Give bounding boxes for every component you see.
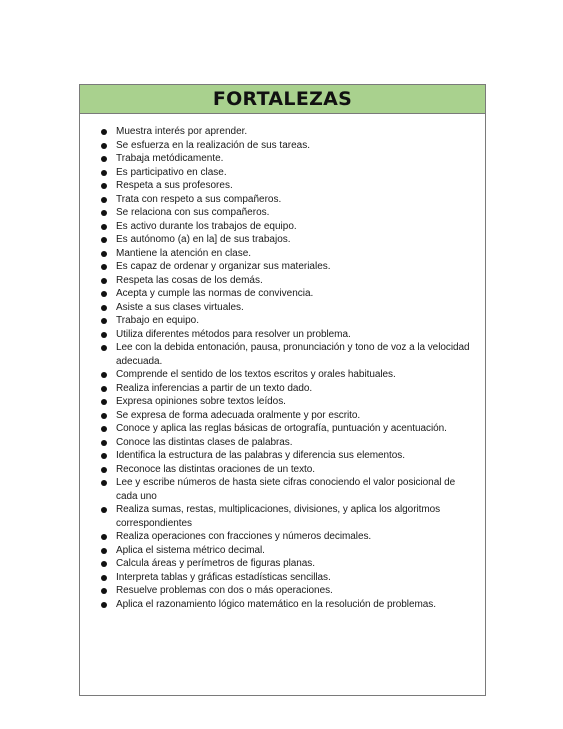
list-item [80,287,485,301]
list-item-label: Es autónomo (a) en la] de sus trabajos. [116,234,291,245]
list-item [80,139,485,153]
list-item [80,125,485,139]
list-item-label: Es capaz de ordenar y organizar sus materiales. [116,261,331,272]
list-item-label: Acepta y cumple las normas de convivencia. [116,288,314,299]
bullet-icon [101,588,107,594]
list-item [80,206,485,220]
list-item [80,530,485,544]
bullet-icon [101,426,107,432]
bullet-icon [101,237,107,243]
list-item-label: Se esfuerza en la realización de sus tareas. [116,139,310,151]
list-item [80,449,485,463]
list-item-label: Identifica la estructura de las palabras y diferencia sus elementos. [116,450,405,461]
list-item-label: Asiste a sus clases virtuales. [116,301,244,313]
bullet-icon [101,264,107,270]
list-item-label: Realiza sumas, restas, multiplicaciones, divisiones, y aplica los algoritmos correspondientes [116,504,441,529]
list-item [80,274,485,288]
list-item-label: Conoce las distintas clases de palabras. [116,436,293,448]
bullet-icon [101,561,107,567]
list-item [80,341,485,368]
bullet-icon [101,183,107,189]
bullet-icon [101,413,107,419]
bullet-icon [101,467,107,473]
list-item-label: Lee y escribe números de hasta siete cifras conociendo el valor posicional de cada uno [116,477,456,502]
list-item [80,152,485,166]
list-item [80,476,485,503]
table-header [80,85,485,114]
bullet-icon [101,386,107,392]
list-item [80,260,485,274]
list-item [80,368,485,382]
bullet-icon [101,156,107,162]
list-item [80,584,485,598]
bullet-icon [101,548,107,554]
bullet-icon [101,278,107,284]
list-item [80,166,485,180]
bullet-icon [101,507,107,513]
list-item [80,328,485,342]
list-item [80,220,485,234]
list-item [80,503,485,530]
list-item-label: Calcula áreas y perímetros de figuras planas. [116,558,315,569]
list-item-label: Se relaciona con sus compañeros. [116,207,270,218]
list-item-label: Interpreta tablas y gráficas estadísticas sencillas. [116,571,331,583]
bullet-icon [101,534,107,540]
list-item-label: Realiza inferencias a partir de un texto dado. [116,382,313,394]
strengths-list [80,125,485,611]
list-item [80,314,485,328]
bullet-icon [101,224,107,230]
list-item [80,422,485,436]
bullet-icon [101,251,107,257]
bullet-icon [101,170,107,176]
list-item-label: Comprende el sentido de los textos escritos y orales habituales. [116,369,396,380]
list-item-label: Lee con la debida entonación, pausa, pronunciación y tono de voz a la velocidad adecuada. [116,342,470,367]
list-item-label: Aplica el razonamiento lógico matemático en la resolución de problemas. [116,598,436,610]
bullet-icon [101,332,107,338]
list-item-label: Trabaja metódicamente. [116,153,224,164]
list-item [80,409,485,423]
list-item-label: Trata con respeto a sus compañeros. [116,193,282,205]
list-item-label: Conoce y aplica las reglas básicas de ortografía, puntuación y acentuación. [116,423,447,434]
list-item-label: Muestra interés por aprender. [116,126,248,137]
list-item-label: Trabajo en equipo. [116,315,200,326]
bullet-icon [101,143,107,149]
list-item-label: Realiza operaciones con fracciones y números decimales. [116,531,372,542]
bullet-icon [101,453,107,459]
list-item [80,233,485,247]
list-item-label: Utiliza diferentes métodos para resolver un problema. [116,328,351,340]
list-item-label: Respeta a sus profesores. [116,180,233,191]
bullet-icon [101,372,107,378]
list-item-label: Aplica el sistema métrico decimal. [116,544,265,556]
list-item-label: Mantiene la atención en clase. [116,247,252,259]
list-item [80,544,485,558]
list-item-label: Expresa opiniones sobre textos leídos. [116,396,286,407]
bullet-icon [101,575,107,581]
list-item-label: Respeta las cosas de los demás. [116,274,263,286]
list-item [80,247,485,261]
list-item [80,598,485,612]
list-item-label: Es activo durante los trabajos de equipo. [116,220,297,232]
bullet-icon [101,210,107,216]
list-item [80,382,485,396]
strengths-table [79,84,486,696]
bullet-icon [101,305,107,311]
list-item [80,301,485,315]
list-item-label: Es participativo en clase. [116,166,227,178]
list-item [80,193,485,207]
bullet-icon [101,480,107,486]
list-item-label: Se expresa de forma adecuada oralmente y por escrito. [116,409,361,421]
list-item-label: Reconoce las distintas oraciones de un texto. [116,463,315,475]
list-item [80,179,485,193]
list-item [80,436,485,450]
bullet-icon [101,345,107,351]
bullet-icon [101,291,107,297]
bullet-icon [101,197,107,203]
list-item [80,557,485,571]
bullet-icon [101,318,107,324]
list-item [80,395,485,409]
bullet-icon [101,399,107,405]
list-item-label: Resuelve problemas con dos o más operaciones. [116,585,333,596]
list-item [80,571,485,585]
page-title: FORTALEZAS [212,88,353,110]
bullet-icon [101,129,107,135]
list-item [80,463,485,477]
bullet-icon [101,440,107,446]
bullet-icon [101,602,107,608]
